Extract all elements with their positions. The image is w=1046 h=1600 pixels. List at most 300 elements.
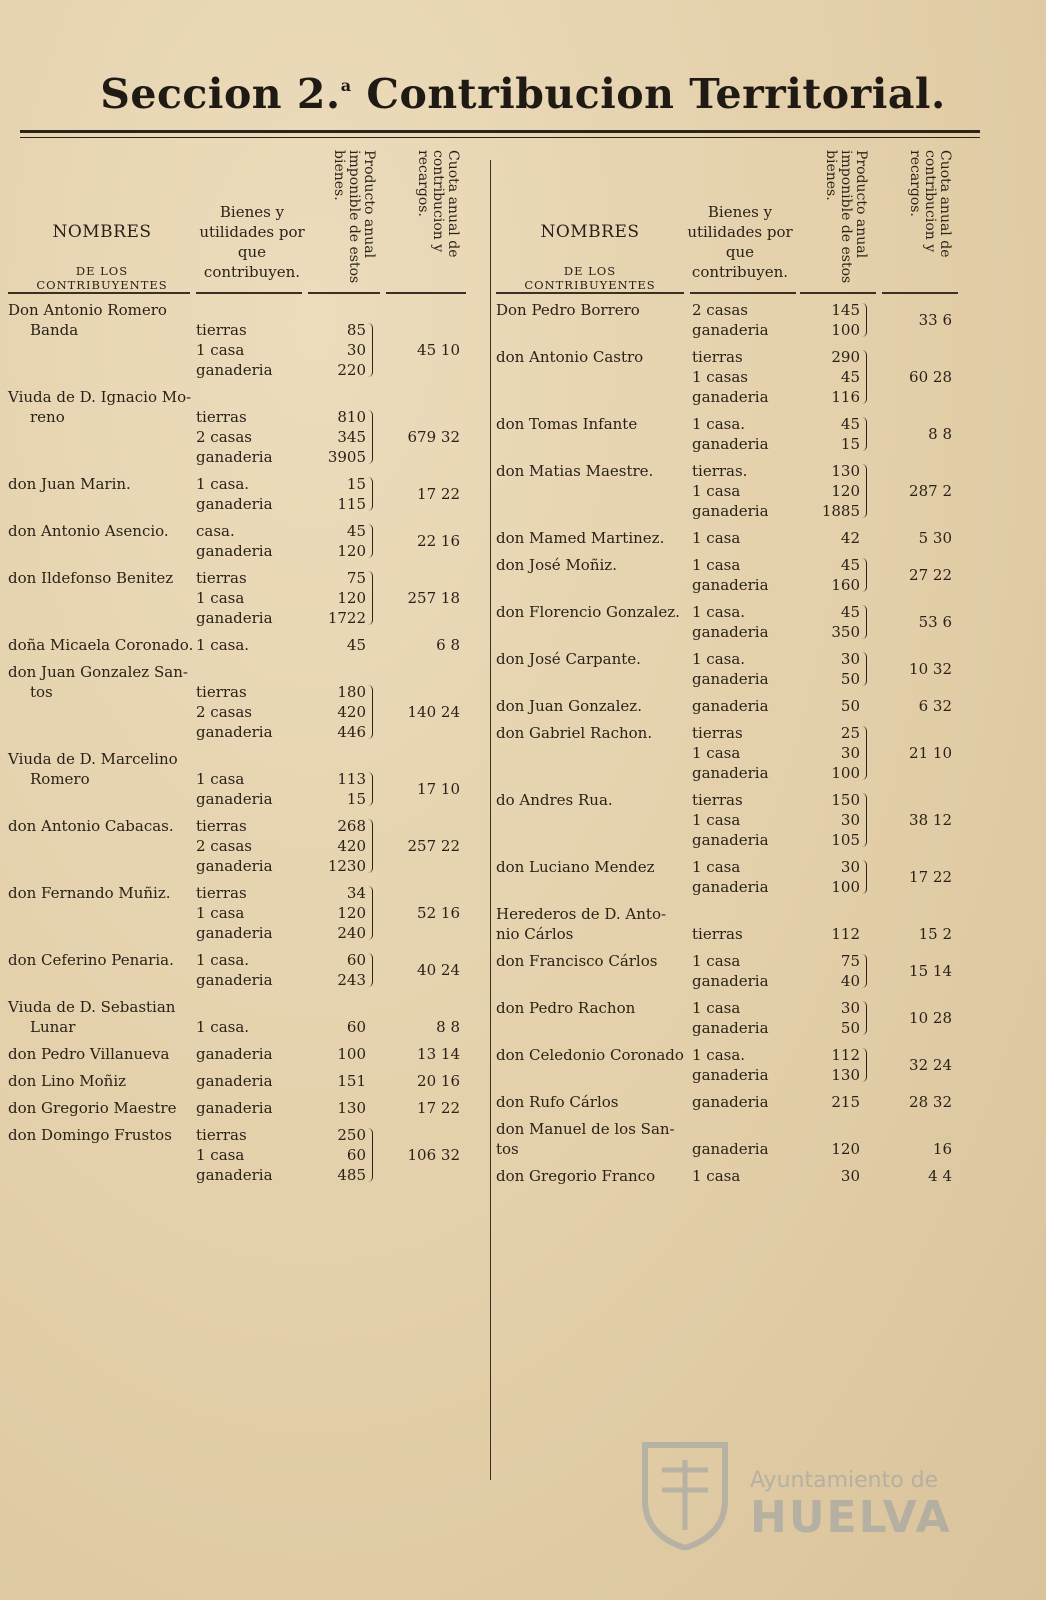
product-value: 116 xyxy=(831,388,860,406)
asset-type: tierras xyxy=(692,791,743,809)
header-producto-text: Producto anual imponible de estos bienes. xyxy=(823,150,869,284)
brace-mark xyxy=(368,1128,373,1182)
table-row xyxy=(496,857,966,897)
cuota-value: 140 24 xyxy=(407,703,460,721)
asset-type: ganaderia xyxy=(196,542,273,560)
contributor-name: don Ildefonso Benitez xyxy=(8,569,174,587)
table-row xyxy=(8,997,474,1037)
cuota-value: 5 30 xyxy=(918,529,952,547)
table-row xyxy=(8,635,474,655)
table-row xyxy=(8,816,474,876)
title-rule-thick xyxy=(20,130,980,133)
brace-mark xyxy=(368,953,373,987)
asset-type: 1 casa. xyxy=(196,636,250,654)
product-value: 420 xyxy=(337,703,366,721)
asset-type: tierras xyxy=(692,925,743,943)
cuota-value: 10 32 xyxy=(909,660,952,678)
asset-type: ganaderia xyxy=(692,1019,769,1037)
table-row xyxy=(8,1098,474,1118)
left-table-header xyxy=(8,150,474,300)
table-row xyxy=(8,749,474,809)
contributor-name: don Luciano Mendez xyxy=(496,858,655,876)
product-value: 215 xyxy=(831,1093,860,1111)
brace-mark xyxy=(862,652,867,686)
brace-mark xyxy=(368,571,373,625)
product-value: 34 xyxy=(346,884,366,902)
product-value: 115 xyxy=(337,495,366,513)
product-value: 100 xyxy=(831,321,860,339)
table-row xyxy=(496,347,966,407)
asset-type: ganaderia xyxy=(692,670,769,688)
cuota-value: 60 28 xyxy=(909,368,952,386)
contributor-name: don Matias Maestre. xyxy=(496,462,654,480)
asset-type: tierras xyxy=(196,683,247,701)
cuota-value: 21 10 xyxy=(909,744,952,762)
product-value: 120 xyxy=(337,542,366,560)
table-row xyxy=(496,528,966,548)
asset-type: ganaderia xyxy=(692,502,769,520)
table-row xyxy=(496,300,966,340)
cuota-value: 17 22 xyxy=(417,1099,460,1117)
asset-type: ganaderia xyxy=(196,1045,273,1063)
cuota-value: 32 24 xyxy=(909,1056,952,1074)
cuota-value: 257 22 xyxy=(407,837,460,855)
asset-type: ganaderia xyxy=(692,623,769,641)
asset-type: 1 casa xyxy=(692,811,741,829)
brace-mark xyxy=(862,464,867,518)
table-row xyxy=(496,723,966,783)
asset-type: casa. xyxy=(196,522,235,540)
cuota-value: 257 18 xyxy=(407,589,460,607)
product-value: 100 xyxy=(337,1045,366,1063)
brace-mark xyxy=(368,685,373,739)
table-row xyxy=(8,568,474,628)
header-rule xyxy=(690,292,796,294)
product-value: 130 xyxy=(337,1099,366,1117)
cuota-value: 27 22 xyxy=(909,566,952,584)
table-row xyxy=(496,461,966,521)
product-value: 30 xyxy=(840,744,860,762)
cuota-value: 16 xyxy=(932,1140,952,1158)
asset-type: ganaderia xyxy=(692,1140,769,1158)
table-row xyxy=(496,602,966,642)
brace-mark xyxy=(862,417,867,451)
brace-mark xyxy=(862,303,867,337)
asset-type: tierras xyxy=(692,724,743,742)
contributor-name: don Pedro Rachon xyxy=(496,999,636,1017)
table-row xyxy=(8,1044,474,1064)
column-divider xyxy=(490,160,491,1480)
product-value: 30 xyxy=(840,1167,860,1185)
asset-type: ganaderia xyxy=(196,790,273,808)
left-table xyxy=(8,150,474,1192)
brace-mark xyxy=(862,793,867,847)
product-value: 420 xyxy=(337,837,366,855)
contributor-name: don José Moñiz. xyxy=(496,556,617,574)
asset-type: tierras. xyxy=(692,462,748,480)
asset-type: 1 casa. xyxy=(196,475,250,493)
header-rule xyxy=(496,292,684,294)
header-names xyxy=(496,222,684,292)
cuota-value: 6 8 xyxy=(436,636,460,654)
cuota-value: 287 2 xyxy=(909,482,952,500)
product-value: 3905 xyxy=(327,448,366,466)
product-value: 60 xyxy=(346,951,366,969)
asset-type: 1 casa xyxy=(196,770,245,788)
asset-type: 2 casas xyxy=(196,428,252,446)
contributor-name: Lunar xyxy=(30,1018,76,1036)
product-value: 75 xyxy=(346,569,366,587)
header-bienes: Bienes y utilidades por que contribuyen. xyxy=(199,203,305,281)
cuota-value: 20 16 xyxy=(417,1072,460,1090)
header-rule xyxy=(308,292,380,294)
table-row xyxy=(8,1125,474,1185)
contributor-name: don Antonio Asencio. xyxy=(8,522,169,540)
asset-type: 1 casa. xyxy=(692,1046,746,1064)
right-table-header xyxy=(496,150,966,300)
asset-type: ganaderia xyxy=(196,609,273,627)
header-rule xyxy=(800,292,876,294)
contributor-name: doña Micaela Coronado. xyxy=(8,636,194,654)
asset-type: 1 casa xyxy=(692,1167,741,1185)
asset-type: ganaderia xyxy=(692,1093,769,1111)
table-row xyxy=(8,474,474,514)
asset-type: 2 casas xyxy=(196,837,252,855)
brace-mark xyxy=(368,323,373,377)
product-value: 30 xyxy=(840,650,860,668)
table-row xyxy=(496,696,966,716)
product-value: 45 xyxy=(840,368,860,386)
asset-type: 1 casa xyxy=(692,999,741,1017)
asset-type: tierras xyxy=(196,817,247,835)
product-value: 290 xyxy=(831,348,860,366)
cuota-value: 17 22 xyxy=(417,485,460,503)
product-value: 250 xyxy=(337,1126,366,1144)
cuota-value: 6 32 xyxy=(918,697,952,715)
product-value: 1230 xyxy=(327,857,366,875)
table-row xyxy=(496,904,966,944)
contributor-name: do Andres Rua. xyxy=(496,791,613,809)
asset-type: ganaderia xyxy=(692,972,769,990)
watermark-small: Ayuntamiento de xyxy=(750,1468,939,1493)
product-value: 42 xyxy=(840,529,860,547)
product-value: 180 xyxy=(337,683,366,701)
asset-type: ganaderia xyxy=(196,1099,273,1117)
asset-type: 1 casas xyxy=(692,368,748,386)
product-value: 160 xyxy=(831,576,860,594)
contributor-name: don Fernando Muñiz. xyxy=(8,884,171,902)
brace-mark xyxy=(862,350,867,404)
brace-mark xyxy=(368,772,373,806)
asset-type: 2 casas xyxy=(692,301,748,319)
header-cuota-text: Cuota anual de contribucion y recargos. xyxy=(415,150,461,258)
cuota-value: 8 8 xyxy=(928,425,952,443)
title-main: Seccion 2. xyxy=(100,70,341,118)
contributor-name: don Juan Gonzalez. xyxy=(496,697,642,715)
asset-type: 1 casa xyxy=(692,529,741,547)
product-value: 50 xyxy=(840,697,860,715)
right-table-body xyxy=(496,300,966,1186)
product-value: 45 xyxy=(346,522,366,540)
contributor-name: don Gregorio Franco xyxy=(496,1167,656,1185)
cuota-value: 45 10 xyxy=(417,341,460,359)
table-row xyxy=(496,555,966,595)
asset-type: 1 casa xyxy=(692,744,741,762)
asset-type: ganaderia xyxy=(196,1072,273,1090)
header-rule xyxy=(882,292,958,294)
asset-type: ganaderia xyxy=(692,576,769,594)
brace-mark xyxy=(862,605,867,639)
header-names-small: DE LOS CONTRIBUYENTES xyxy=(36,264,168,292)
table-row xyxy=(496,998,966,1038)
table-row xyxy=(496,649,966,689)
product-value: 100 xyxy=(831,878,860,896)
table-row xyxy=(496,951,966,991)
product-value: 45 xyxy=(840,556,860,574)
table-row xyxy=(8,521,474,561)
asset-type: ganaderia xyxy=(692,697,769,715)
asset-type: ganaderia xyxy=(196,723,273,741)
contributor-name: reno xyxy=(30,408,65,426)
brace-mark xyxy=(862,726,867,780)
shield-icon xyxy=(640,1440,730,1550)
contributor-name: don Tomas Infante xyxy=(496,415,638,433)
product-value: 120 xyxy=(337,589,366,607)
contributor-name: don Pedro Villanueva xyxy=(8,1045,170,1063)
asset-type: tierras xyxy=(196,884,247,902)
header-names xyxy=(8,222,196,292)
asset-type: tierras xyxy=(196,408,247,426)
right-table xyxy=(496,150,966,1193)
product-value: 50 xyxy=(840,670,860,688)
cuota-value: 15 2 xyxy=(918,925,952,943)
table-row xyxy=(8,387,474,467)
asset-type: ganaderia xyxy=(196,1166,273,1184)
product-value: 30 xyxy=(346,341,366,359)
brace-mark xyxy=(368,477,373,511)
asset-type: tierras xyxy=(196,321,247,339)
asset-type: ganaderia xyxy=(196,495,273,513)
asset-type: ganaderia xyxy=(692,388,769,406)
header-rule xyxy=(196,292,302,294)
table-row xyxy=(496,790,966,850)
product-value: 15 xyxy=(346,475,366,493)
table-row xyxy=(8,1071,474,1091)
table-row xyxy=(496,1119,966,1159)
product-value: 120 xyxy=(337,904,366,922)
table-row xyxy=(8,662,474,742)
contributor-name: Herederos de D. Anto- xyxy=(496,905,667,923)
brace-mark xyxy=(368,524,373,558)
brace-mark xyxy=(862,558,867,592)
contributor-name: don Gabriel Rachon. xyxy=(496,724,653,742)
product-value: 350 xyxy=(831,623,860,641)
brace-mark xyxy=(368,410,373,464)
asset-type: tierras xyxy=(196,1126,247,1144)
asset-type: 1 casa xyxy=(196,1146,245,1164)
asset-type: tierras xyxy=(196,569,247,587)
product-value: 243 xyxy=(337,971,366,989)
product-value: 1722 xyxy=(327,609,366,627)
contributor-name: Romero xyxy=(30,770,90,788)
header-names-big: NOMBRES xyxy=(52,222,152,242)
asset-type: ganaderia xyxy=(692,435,769,453)
product-value: 75 xyxy=(840,952,860,970)
product-value: 150 xyxy=(831,791,860,809)
watermark xyxy=(640,1440,960,1550)
asset-type: ganaderia xyxy=(692,831,769,849)
product-value: 45 xyxy=(346,636,366,654)
cuota-value: 17 22 xyxy=(909,868,952,886)
asset-type: 1 casa. xyxy=(692,415,746,433)
asset-type: 1 casa xyxy=(196,904,245,922)
contributor-name: Viuda de D. Marcelino xyxy=(8,750,178,768)
contributor-name: don Antonio Cabacas. xyxy=(8,817,174,835)
title-sup: a xyxy=(340,76,352,95)
cuota-value: 15 14 xyxy=(909,962,952,980)
asset-type: 1 casa xyxy=(196,341,245,359)
left-table-body xyxy=(8,300,474,1185)
product-value: 25 xyxy=(840,724,860,742)
page-title xyxy=(0,70,1046,118)
asset-type: 1 casa xyxy=(692,556,741,574)
product-value: 30 xyxy=(840,858,860,876)
cuota-value: 40 24 xyxy=(417,961,460,979)
product-value: 151 xyxy=(337,1072,366,1090)
asset-type: 1 casa. xyxy=(692,603,746,621)
contributor-name: don Juan Gonzalez San- xyxy=(8,663,188,681)
asset-type: ganaderia xyxy=(196,971,273,989)
header-rule xyxy=(386,292,466,294)
contributor-name: don Florencio Gonzalez. xyxy=(496,603,680,621)
asset-type: ganaderia xyxy=(692,321,769,339)
table-row xyxy=(8,950,474,990)
contributor-name: don Antonio Castro xyxy=(496,348,644,366)
asset-type: ganaderia xyxy=(692,1066,769,1084)
cuota-value: 22 16 xyxy=(417,532,460,550)
product-value: 113 xyxy=(337,770,366,788)
product-value: 120 xyxy=(831,482,860,500)
cuota-value: 52 16 xyxy=(417,904,460,922)
table-row xyxy=(8,300,474,380)
asset-type: tierras xyxy=(692,348,743,366)
asset-type: 1 casa. xyxy=(196,1018,250,1036)
product-value: 45 xyxy=(840,603,860,621)
table-row xyxy=(496,414,966,454)
cuota-value: 17 10 xyxy=(417,780,460,798)
contributor-name: Viuda de D. Sebastian xyxy=(8,998,176,1016)
contributor-name: don Francisco Cárlos xyxy=(496,952,658,970)
cuota-value: 106 32 xyxy=(407,1146,460,1164)
product-value: 15 xyxy=(840,435,860,453)
product-value: 45 xyxy=(840,415,860,433)
watermark-big: HUELVA xyxy=(750,1492,952,1543)
contributor-name: don Juan Marin. xyxy=(8,475,131,493)
title-rule-thin xyxy=(20,137,980,138)
contributor-name: don Gregorio Maestre xyxy=(8,1099,177,1117)
header-rule xyxy=(8,292,190,294)
product-value: 15 xyxy=(346,790,366,808)
product-value: 60 xyxy=(346,1018,366,1036)
brace-mark xyxy=(368,886,373,940)
asset-type: ganaderia xyxy=(196,924,273,942)
cuota-value: 38 12 xyxy=(909,811,952,829)
asset-type: 1 casa xyxy=(196,589,245,607)
cuota-value: 10 28 xyxy=(909,1009,952,1027)
brace-mark xyxy=(862,1048,867,1082)
asset-type: ganaderia xyxy=(196,448,273,466)
brace-mark xyxy=(862,954,867,988)
product-value: 30 xyxy=(840,811,860,829)
cuota-value: 28 32 xyxy=(909,1093,952,1111)
product-value: 85 xyxy=(346,321,366,339)
header-producto-text: Producto anual imponible de estos bienes. xyxy=(331,150,377,284)
cuota-value: 53 6 xyxy=(918,613,952,631)
asset-type: ganaderia xyxy=(196,857,273,875)
product-value: 130 xyxy=(831,462,860,480)
product-value: 112 xyxy=(831,1046,860,1064)
contributor-name: nio Cárlos xyxy=(496,925,574,943)
title-rest: Contribucion Territorial. xyxy=(366,70,946,118)
product-value: 345 xyxy=(337,428,366,446)
contributor-name: Viuda de D. Ignacio Mo- xyxy=(8,388,192,406)
header-cuota-text: Cuota anual de contribucion y recargos. xyxy=(907,150,953,258)
table-row xyxy=(496,1166,966,1186)
product-value: 130 xyxy=(831,1066,860,1084)
product-value: 40 xyxy=(840,972,860,990)
asset-type: 1 casa xyxy=(692,482,741,500)
product-value: 50 xyxy=(840,1019,860,1037)
contributor-name: tos xyxy=(30,683,53,701)
contributor-name: don José Carpante. xyxy=(496,650,641,668)
contributor-name: don Manuel de los San- xyxy=(496,1120,675,1138)
cuota-value: 4 4 xyxy=(928,1167,952,1185)
product-value: 446 xyxy=(337,723,366,741)
product-value: 220 xyxy=(337,361,366,379)
cuota-value: 13 14 xyxy=(417,1045,460,1063)
contributor-name: tos xyxy=(496,1140,519,1158)
brace-mark xyxy=(862,1001,867,1035)
contributor-name: don Domingo Frustos xyxy=(8,1126,172,1144)
asset-type: ganaderia xyxy=(692,878,769,896)
product-value: 120 xyxy=(831,1140,860,1158)
product-value: 1885 xyxy=(821,502,860,520)
table-row xyxy=(8,883,474,943)
contributor-name: don Rufo Cárlos xyxy=(496,1093,619,1111)
cuota-value: 679 32 xyxy=(407,428,460,446)
asset-type: 1 casa. xyxy=(196,951,250,969)
asset-type: 1 casa. xyxy=(692,650,746,668)
table-row xyxy=(496,1092,966,1112)
contributor-name: Don Pedro Borrero xyxy=(496,301,640,319)
contributor-name: Banda xyxy=(30,321,79,339)
product-value: 60 xyxy=(346,1146,366,1164)
product-value: 268 xyxy=(337,817,366,835)
header-bienes: Bienes y utilidades por que contribuyen. xyxy=(687,203,793,281)
brace-mark xyxy=(368,819,373,873)
table-row xyxy=(496,1045,966,1085)
brace-mark xyxy=(862,860,867,894)
cuota-value: 33 6 xyxy=(918,311,952,329)
asset-type: ganaderia xyxy=(692,764,769,782)
contributor-name: don Mamed Martinez. xyxy=(496,529,665,547)
header-names-small: DE LOS CONTRIBUYENTES xyxy=(524,264,656,292)
asset-type: 1 casa xyxy=(692,952,741,970)
product-value: 30 xyxy=(840,999,860,1017)
product-value: 105 xyxy=(831,831,860,849)
header-names-big: NOMBRES xyxy=(540,222,640,242)
contributor-name: don Celedonio Coronado xyxy=(496,1046,684,1064)
